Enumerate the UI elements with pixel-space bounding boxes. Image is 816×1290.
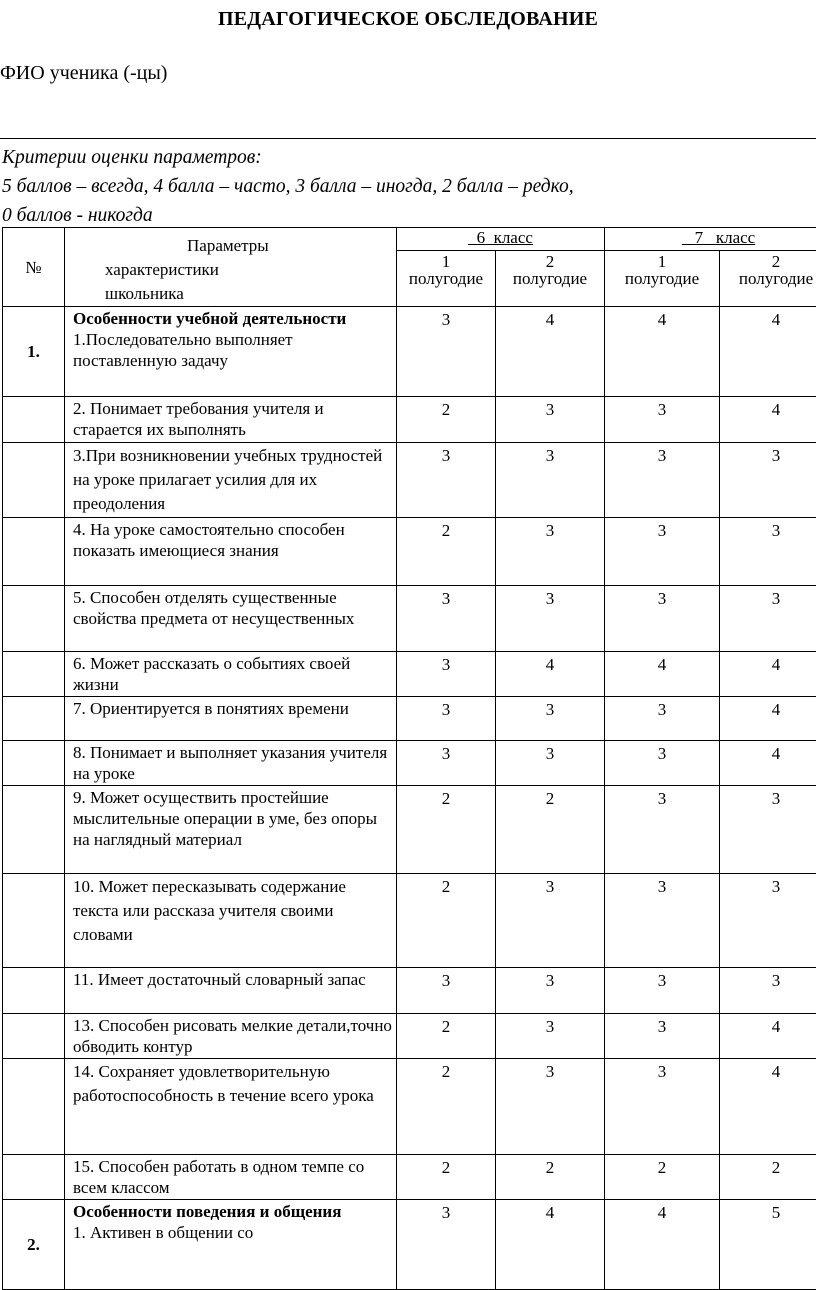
score-6-2: 3: [496, 1014, 605, 1059]
score-6-1: 2: [397, 1014, 496, 1059]
parameter-text: 2. Понимает требования учителя и старается их выполнять: [65, 397, 397, 443]
score-7-1: 3: [605, 874, 720, 968]
empty-number-cell: [3, 443, 65, 518]
score-6-1: 2: [397, 786, 496, 874]
empty-number-cell: [3, 652, 65, 697]
parameter-text: 15. Способен работать в одном темпе со всем классом: [65, 1155, 397, 1200]
header-param-line2: характеристики: [105, 258, 396, 282]
parameter-text: 1. Активен в общении со: [73, 1222, 394, 1243]
criteria-block: [2, 143, 814, 230]
score-7-2: 4: [720, 1059, 816, 1155]
score-6-2: 2: [496, 1155, 605, 1200]
header-param-line3: школьника: [105, 282, 396, 306]
score-7-2: 4: [720, 397, 816, 443]
score-7-2: 4: [720, 1014, 816, 1059]
header-class-7: [605, 228, 816, 251]
score-7-2: 4: [720, 697, 816, 741]
parameter-text: 8. Понимает и выполняет указания учителя на уроке: [65, 741, 397, 786]
criteria-scale-line1: 5 баллов – всегда, 4 балла – часто, 3 балла – иногда, 2 балла – редко,: [2, 172, 814, 201]
score-7-2: 3: [720, 443, 816, 518]
parameter-text: 6. Может рассказать о событиях своей жизни: [65, 652, 397, 697]
parameter-text: 4. На уроке самостоятельно способен показать имеющиеся знания: [65, 518, 397, 586]
parameter-text: 14. Сохраняет удовлетворительную работоспособность в течение всего урока: [65, 1059, 397, 1155]
score-6-1: 2: [397, 1155, 496, 1200]
score-6-2: 3: [496, 874, 605, 968]
empty-number-cell: [3, 697, 65, 741]
class-6-number: 6 класс: [468, 228, 533, 247]
empty-number-cell: [3, 518, 65, 586]
score-6-1: 3: [397, 443, 496, 518]
score-6-2: 2: [496, 786, 605, 874]
score-6-1: 3: [397, 697, 496, 741]
score-6-2: 3: [496, 741, 605, 786]
empty-number-cell: [3, 1155, 65, 1200]
score-7-2: 5: [720, 1200, 816, 1290]
score-7-2: 2: [720, 1155, 816, 1200]
score-6-2: 3: [496, 1059, 605, 1155]
score-6-1: 2: [397, 518, 496, 586]
table-row: [3, 1155, 816, 1200]
parameter-cell: [65, 307, 397, 397]
score-7-2: 4: [720, 741, 816, 786]
score-6-2: 3: [496, 443, 605, 518]
table-row: [3, 443, 816, 518]
section-number: 1.: [3, 307, 65, 397]
score-7-2: 4: [720, 307, 816, 397]
score-6-2: 3: [496, 968, 605, 1014]
parameter-text: 7. Ориентируется в понятиях времени: [65, 697, 397, 741]
score-6-1: 3: [397, 741, 496, 786]
parameter-text: 10. Может пересказывать содержание текста или рассказа учителя своими словами: [65, 874, 397, 968]
header-half-7-2: 2 полугодие: [720, 251, 816, 307]
score-7-1: 3: [605, 586, 720, 652]
score-7-2: 3: [720, 586, 816, 652]
score-7-1: 4: [605, 652, 720, 697]
score-7-1: 3: [605, 1014, 720, 1059]
criteria-scale-line2: 0 баллов - никогда: [2, 201, 814, 230]
table-row: [3, 1014, 816, 1059]
header-class-6: [397, 228, 605, 251]
score-7-2: 3: [720, 786, 816, 874]
score-6-1: 2: [397, 397, 496, 443]
score-7-1: 3: [605, 968, 720, 1014]
score-7-2: 3: [720, 518, 816, 586]
score-6-1: 3: [397, 968, 496, 1014]
score-6-2: 4: [496, 307, 605, 397]
header-parameters: [65, 228, 397, 307]
score-7-1: 3: [605, 697, 720, 741]
score-6-2: 3: [496, 586, 605, 652]
score-6-1: 2: [397, 1059, 496, 1155]
header-half-6-2: 2 полугодие: [496, 251, 605, 307]
table-row: [3, 697, 816, 741]
score-7-2: 3: [720, 968, 816, 1014]
score-6-1: 3: [397, 586, 496, 652]
score-7-1: 3: [605, 518, 720, 586]
student-name-label: ФИО ученика (-цы): [0, 58, 190, 88]
table-row: [3, 1200, 816, 1290]
score-6-2: 3: [496, 697, 605, 741]
parameter-text: 3.При возникновении учебных трудностей на уроке прилагает усилия для их преодоления: [65, 443, 397, 518]
empty-number-cell: [3, 397, 65, 443]
score-6-1: 2: [397, 874, 496, 968]
empty-number-cell: [3, 1059, 65, 1155]
header-param-line1: Параметры: [105, 234, 396, 258]
table-row: [3, 968, 816, 1014]
score-6-2: 4: [496, 652, 605, 697]
header-row-classes: [3, 228, 816, 251]
document-title: ПЕДАГОГИЧЕСКОЕ ОБСЛЕДОВАНИЕ: [0, 8, 816, 31]
table-row: [3, 307, 816, 397]
table-row: [3, 518, 816, 586]
table-row: [3, 786, 816, 874]
parameter-text: 5. Способен отделять существенные свойства предмета от несущественных: [65, 586, 397, 652]
score-7-1: 4: [605, 1200, 720, 1290]
empty-number-cell: [3, 874, 65, 968]
empty-number-cell: [3, 741, 65, 786]
section-number: 2.: [3, 1200, 65, 1290]
section-title: Особенности учебной деятельности: [73, 308, 394, 329]
score-6-1: 3: [397, 307, 496, 397]
table-row: [3, 741, 816, 786]
score-7-2: 3: [720, 874, 816, 968]
parameter-cell: [65, 1200, 397, 1290]
parameter-text: 9. Может осуществить простейшие мыслительные операции в уме, без опоры на наглядный материал: [65, 786, 397, 874]
header-half-7-1: 1 полугодие: [605, 251, 720, 307]
table-row: [3, 874, 816, 968]
parameter-text: 13. Способен рисовать мелкие детали,точно обводить контур: [65, 1014, 397, 1059]
score-7-1: 3: [605, 443, 720, 518]
name-underline: [0, 138, 816, 139]
empty-number-cell: [3, 786, 65, 874]
score-7-1: 3: [605, 397, 720, 443]
score-7-1: 4: [605, 307, 720, 397]
table-row: [3, 397, 816, 443]
empty-number-cell: [3, 1014, 65, 1059]
header-half-6-1: 1 полугодие: [397, 251, 496, 307]
score-6-1: 3: [397, 1200, 496, 1290]
score-7-2: 4: [720, 652, 816, 697]
score-6-2: 4: [496, 1200, 605, 1290]
score-6-2: 3: [496, 518, 605, 586]
table-row: [3, 586, 816, 652]
parameter-text: 1.Последовательно выполняет поставленную задачу: [73, 329, 394, 371]
score-6-2: 3: [496, 397, 605, 443]
score-6-1: 3: [397, 652, 496, 697]
class-7-number: 7 класс: [682, 228, 755, 247]
score-7-1: 3: [605, 786, 720, 874]
empty-number-cell: [3, 586, 65, 652]
criteria-heading: Критерии оценки параметров:: [2, 143, 814, 172]
header-number: №: [3, 228, 65, 307]
parameter-text: 11. Имеет достаточный словарный запас: [65, 968, 397, 1014]
score-7-1: 3: [605, 741, 720, 786]
section-title: Особенности поведения и общения: [73, 1201, 394, 1222]
empty-number-cell: [3, 968, 65, 1014]
table-row: [3, 1059, 816, 1155]
score-7-1: 3: [605, 1059, 720, 1155]
assessment-table: [2, 227, 816, 1290]
table-row: [3, 652, 816, 697]
score-7-1: 2: [605, 1155, 720, 1200]
